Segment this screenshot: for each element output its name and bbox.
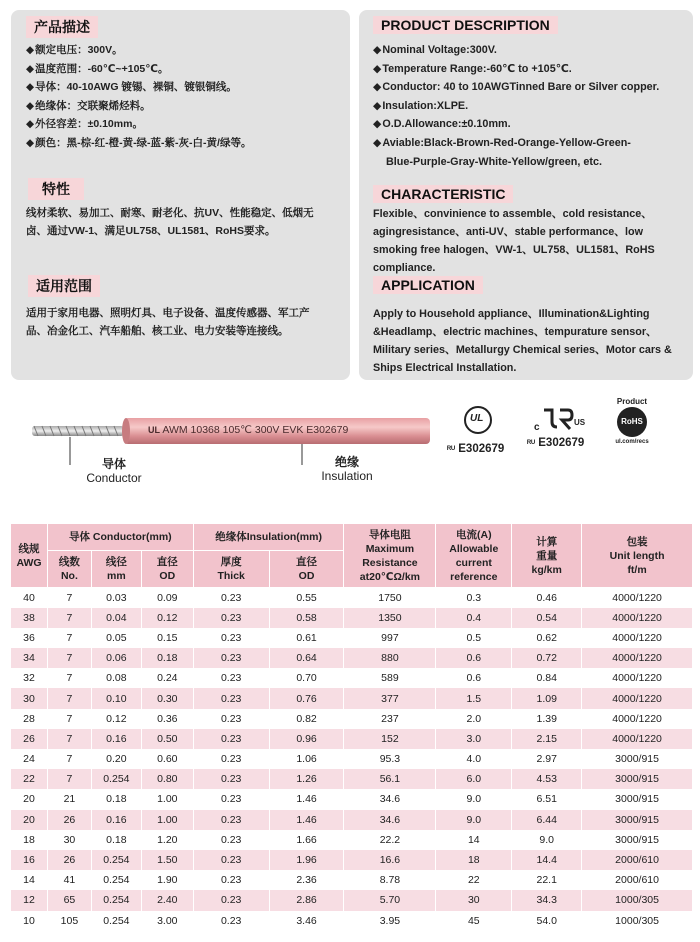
table-cell: 16 [11, 850, 48, 870]
zh-spec-item: ◆ 导体：40-10AWG 镀锡、裸铜、镀银铜线。 [26, 78, 251, 97]
ul-file-1-text: E302679 [458, 443, 505, 455]
table-cell: 12 [11, 890, 48, 910]
table-cell: 54.0 [512, 911, 582, 931]
table-cell: 2.36 [269, 870, 344, 890]
table-cell: 18 [436, 850, 512, 870]
table-body [11, 588, 693, 931]
ur-mark-icon: ᴿᵁ [447, 444, 456, 454]
table-cell: 0.23 [193, 870, 269, 890]
table-row [11, 810, 693, 830]
table-cell: 0.64 [269, 648, 344, 668]
table-row [11, 911, 693, 931]
table-cell: 105 [47, 911, 91, 931]
table-cell: 0.96 [269, 729, 344, 749]
table-row [11, 588, 693, 608]
en-spec-item: ◆ Aviable:Black-Brown-Red-Orange-Yellow-Green- [373, 134, 659, 153]
table-cell: 0.16 [91, 810, 141, 830]
table-cell: 0.23 [193, 850, 269, 870]
table-row [11, 749, 693, 769]
table-cell: 4.0 [436, 749, 512, 769]
table-cell: 0.12 [91, 709, 141, 729]
en-spec-item: ◆ Temperature Range:-60℃ to +105℃. [373, 60, 659, 79]
table-cell: 0.70 [269, 668, 344, 688]
table-cell: 0.23 [193, 749, 269, 769]
table-row [11, 870, 693, 890]
table-cell: 0.04 [91, 608, 141, 628]
table-cell: 95.3 [344, 749, 436, 769]
table-cell: 0.18 [91, 830, 141, 850]
table-cell: 0.23 [193, 911, 269, 931]
col-awg-header: 线规 AWG [11, 524, 48, 588]
insulation-label [312, 455, 382, 483]
table-cell: 880 [344, 648, 436, 668]
table-cell: 0.08 [91, 668, 141, 688]
table-cell: 22 [11, 769, 48, 789]
table-cell: 0.23 [193, 608, 269, 628]
col-ins-od-header: 直径 OD [269, 551, 344, 588]
table-cell: 4000/1220 [582, 608, 693, 628]
table-cell: 1.00 [141, 789, 193, 809]
table-cell: 34 [11, 648, 48, 668]
table-cell: 0.15 [141, 628, 193, 648]
table-cell: 1.50 [141, 850, 193, 870]
table-cell: 3.95 [344, 911, 436, 931]
table-cell: 34.6 [344, 789, 436, 809]
table-cell: 0.254 [91, 911, 141, 931]
ur-recognized-icon [540, 406, 576, 432]
specification-table [10, 523, 693, 931]
table-cell: 14.4 [512, 850, 582, 870]
table-cell: 0.18 [141, 648, 193, 668]
zh-spec-item: ◆ 温度范围：-60℃~+105℃。 [26, 60, 251, 79]
rohs-badge-title: Product [616, 397, 648, 406]
table-cell: 0.54 [512, 608, 582, 628]
ur-us-mark: US [574, 418, 586, 427]
table-cell: 1.00 [141, 810, 193, 830]
table-cell: 4000/1220 [582, 648, 693, 668]
table-cell: 0.76 [269, 688, 344, 708]
table-cell: 1.46 [269, 789, 344, 809]
conductor-label-zh: 导体 [101, 457, 126, 471]
table-cell: 1.66 [269, 830, 344, 850]
table-cell: 0.254 [91, 870, 141, 890]
ul-file-number-1 [447, 443, 504, 455]
table-cell: 0.36 [141, 709, 193, 729]
table-cell: 0.72 [512, 648, 582, 668]
en-spec-item: ◆ Conductor: 40 to 10AWGTinned Bare or Silver copper. [373, 78, 659, 97]
en-spec-item: ◆ O.D.Allowance:±0.10mm. [373, 115, 659, 134]
en-spec-item: ◆ Insulation:XLPE. [373, 97, 659, 116]
table-cell: 3000/915 [582, 810, 693, 830]
table-cell: 5.70 [344, 890, 436, 910]
table-cell: 0.18 [91, 789, 141, 809]
zh-characteristic-text: 线材柔软、易加工、耐寒、耐老化、抗UV、性能稳定、低烟无卤、通过VW-1、满足UL758、UL1581、RoHS要求。 [26, 207, 314, 237]
en-characteristic-title: CHARACTERISTIC [373, 185, 513, 203]
table-cell: 4.53 [512, 769, 582, 789]
col-insulation-header: 绝缘体Insulation(mm) [193, 524, 344, 551]
table-row [11, 648, 693, 668]
table-cell: 0.06 [91, 648, 141, 668]
table-cell: 10 [11, 911, 48, 931]
table-cell: 7 [47, 749, 91, 769]
zh-spec-item: ◆ 绝缘体：交联聚烯烃料。 [26, 97, 251, 116]
cable-marking: AWM 10368 105℃ 300V EVK E302679 [162, 424, 349, 436]
table-cell: 20 [11, 810, 48, 830]
col-pack-header: 包装 Unit length ft/m [582, 524, 693, 588]
table-cell: 2.40 [141, 890, 193, 910]
table-cell: 3.00 [141, 911, 193, 931]
col-strands-header: 线数 No. [47, 551, 91, 588]
table-cell: 237 [344, 709, 436, 729]
table-cell: 0.254 [91, 769, 141, 789]
table-cell: 0.23 [193, 769, 269, 789]
table-cell: 0.20 [91, 749, 141, 769]
table-cell: 7 [47, 769, 91, 789]
table-cell: 7 [47, 668, 91, 688]
table-cell: 30 [47, 830, 91, 850]
jacket-end [122, 418, 130, 444]
table-row [11, 709, 693, 729]
conductor-label-en: Conductor [86, 471, 142, 485]
table-cell: 7 [47, 608, 91, 628]
en-product-title: PRODUCT DESCRIPTION [373, 16, 558, 34]
table-cell: 26 [47, 810, 91, 830]
table-cell: 6.0 [436, 769, 512, 789]
en-spec-list [373, 41, 659, 171]
table-cell: 0.50 [141, 729, 193, 749]
table-cell: 0.62 [512, 628, 582, 648]
table-cell: 3000/915 [582, 789, 693, 809]
table-cell: 22.2 [344, 830, 436, 850]
table-cell: 0.23 [193, 628, 269, 648]
table-cell: 14 [436, 830, 512, 850]
table-cell: 34.3 [512, 890, 582, 910]
table-row [11, 769, 693, 789]
table-cell: 38 [11, 608, 48, 628]
table-cell: 1.26 [269, 769, 344, 789]
table-cell: 0.23 [193, 810, 269, 830]
col-thick-header: 厚度 Thick [193, 551, 269, 588]
table-cell: 0.23 [193, 830, 269, 850]
table-cell: 28 [11, 709, 48, 729]
table-cell: 7 [47, 648, 91, 668]
table-cell: 0.23 [193, 688, 269, 708]
table-cell: 0.55 [269, 588, 344, 608]
table-cell: 7 [47, 729, 91, 749]
table-cell: 4000/1220 [582, 688, 693, 708]
table-cell: 0.61 [269, 628, 344, 648]
table-cell: 8.78 [344, 870, 436, 890]
table-row [11, 668, 693, 688]
table-cell: 0.6 [436, 668, 512, 688]
table-cell: 0.84 [512, 668, 582, 688]
insulation-label-zh: 绝缘 [334, 455, 359, 469]
table-cell: 21 [47, 789, 91, 809]
en-application-text: Apply to Household appliance、Illumination&Lighting &Headlamp、electric machines、tempurature sensor、Military series、Metallurgy Chemical series、Motor cars & Ships Electrical Installation. [373, 308, 672, 374]
table-row [11, 729, 693, 749]
table-cell: 36 [11, 628, 48, 648]
ul-listed-text: UL [470, 413, 484, 424]
table-cell: 24 [11, 749, 48, 769]
table-cell: 997 [344, 628, 436, 648]
table-cell: 1.09 [512, 688, 582, 708]
col-wire-dia-header: 线径 mm [91, 551, 141, 588]
table-cell: 41 [47, 870, 91, 890]
table-cell: 377 [344, 688, 436, 708]
table-row [11, 890, 693, 910]
table-cell: 0.23 [193, 789, 269, 809]
table-cell: 14 [11, 870, 48, 890]
table-cell: 6.51 [512, 789, 582, 809]
table-cell: 3.0 [436, 729, 512, 749]
table-cell: 1.39 [512, 709, 582, 729]
zh-application-title: 适用范围 [28, 275, 100, 297]
col-current-header: 电流(A) Allowable current reference [436, 524, 512, 588]
table-cell: 0.12 [141, 608, 193, 628]
table-cell: 3000/915 [582, 749, 693, 769]
table-cell: 7 [47, 628, 91, 648]
table-cell: 22.1 [512, 870, 582, 890]
table-cell: 0.16 [91, 729, 141, 749]
table-cell: 0.30 [141, 688, 193, 708]
zh-spec-item: ◆ 外径容差：±0.10mm。 [26, 115, 251, 134]
col-cond-od-header: 直径 OD [141, 551, 193, 588]
zh-spec-item: ◆ 颜色：黑-棕-红-橙-黄-绿-蓝-紫-灰-白-黄/绿等。 [26, 134, 251, 153]
table-cell: 1350 [344, 608, 436, 628]
col-weight-header: 计算 重量 kg/km [512, 524, 582, 588]
cable-print-text [148, 424, 348, 436]
table-cell: 0.254 [91, 890, 141, 910]
table-cell: 589 [344, 668, 436, 688]
table-cell: 2.86 [269, 890, 344, 910]
ul-site-text: ul.com/recs [615, 439, 649, 445]
table-cell: 3000/915 [582, 830, 693, 850]
table-row [11, 850, 693, 870]
en-spec-item: ◆ Nominal Voltage:300V. [373, 41, 659, 60]
zh-spec-list [26, 41, 251, 152]
ul-mark-icon: UL [148, 425, 160, 435]
table-cell: 4000/1220 [582, 709, 693, 729]
table-cell: 0.3 [436, 588, 512, 608]
table-cell: 1000/305 [582, 890, 693, 910]
table-cell: 2.97 [512, 749, 582, 769]
table-cell: 65 [47, 890, 91, 910]
table-cell: 9.0 [512, 830, 582, 850]
conductor-label [84, 457, 144, 485]
table-cell: 1.90 [141, 870, 193, 890]
table-row [11, 628, 693, 648]
table-cell: 0.23 [193, 709, 269, 729]
table-cell: 6.44 [512, 810, 582, 830]
table-cell: 0.09 [141, 588, 193, 608]
table-cell: 9.0 [436, 810, 512, 830]
table-cell: 40 [11, 588, 48, 608]
table-row [11, 688, 693, 708]
table-cell: 3000/915 [582, 769, 693, 789]
table-cell: 2000/610 [582, 870, 693, 890]
rohs-circle-icon [617, 407, 647, 437]
table-cell: 0.23 [193, 729, 269, 749]
table-cell: 30 [436, 890, 512, 910]
table-cell: 1.96 [269, 850, 344, 870]
table-cell: 0.60 [141, 749, 193, 769]
rohs-text: RoHS [621, 417, 643, 426]
table-cell: 1750 [344, 588, 436, 608]
zh-application-text: 适用于家用电器、照明灯具、电子设备、温度传感器、军工产品、冶金化工、汽车船舶、核工业、电力安装等连接线。 [26, 307, 310, 337]
table-cell: 30 [11, 688, 48, 708]
table-cell: 1.5 [436, 688, 512, 708]
table-cell: 26 [11, 729, 48, 749]
table-cell: 4000/1220 [582, 628, 693, 648]
table-cell: 152 [344, 729, 436, 749]
insulation-label-en: Insulation [321, 469, 373, 483]
table-cell: 7 [47, 688, 91, 708]
ul-file-number-2 [527, 437, 584, 449]
table-cell: 45 [436, 911, 512, 931]
table-cell: 0.5 [436, 628, 512, 648]
table-cell: 22 [436, 870, 512, 890]
table-cell: 2000/610 [582, 850, 693, 870]
table-cell: 34.6 [344, 810, 436, 830]
table-cell: 1.20 [141, 830, 193, 850]
table-cell: 7 [47, 709, 91, 729]
table-cell: 0.58 [269, 608, 344, 628]
table-cell: 56.1 [344, 769, 436, 789]
table-cell: 0.23 [193, 890, 269, 910]
zh-spec-item: ◆ 额定电压：300V。 [26, 41, 251, 60]
table-row [11, 608, 693, 628]
rohs-badge [612, 397, 652, 445]
table-cell: 4000/1220 [582, 668, 693, 688]
ul-file-2-text: E302679 [538, 437, 585, 449]
zh-characteristic-title: 特性 [28, 178, 84, 200]
en-characteristic-text: Flexible、convinience to assemble、cold resistance、agingresistance、anti-UV、stable performance、low smoking free halogen、VW-1、UL758、UL1581、RoHS compliance. [373, 208, 655, 274]
table-cell: 9.0 [436, 789, 512, 809]
ur-mark-icon-2: ᴿᵁ [527, 438, 536, 448]
table-cell: 0.254 [91, 850, 141, 870]
table-cell: 4000/1220 [582, 588, 693, 608]
table-cell: 0.23 [193, 668, 269, 688]
col-conductor-header: 导体 Conductor(mm) [47, 524, 193, 551]
table-cell: 16.6 [344, 850, 436, 870]
table-cell: 0.6 [436, 648, 512, 668]
table-cell: 18 [11, 830, 48, 850]
table-cell: 1.46 [269, 810, 344, 830]
table-cell: 32 [11, 668, 48, 688]
table-row [11, 830, 693, 850]
table-row [11, 789, 693, 809]
table-cell: 20 [11, 789, 48, 809]
table-cell: 2.15 [512, 729, 582, 749]
table-cell: 0.4 [436, 608, 512, 628]
table-cell: 26 [47, 850, 91, 870]
table-cell: 7 [47, 588, 91, 608]
en-application-title: APPLICATION [373, 276, 483, 294]
table-cell: 0.10 [91, 688, 141, 708]
table-cell: 1.06 [269, 749, 344, 769]
table-cell: 0.03 [91, 588, 141, 608]
table-cell: 0.05 [91, 628, 141, 648]
table-cell: 0.24 [141, 668, 193, 688]
zh-product-title: 产品描述 [26, 16, 98, 38]
table-cell: 0.23 [193, 648, 269, 668]
en-spec-item-continued: Blue-Purple-Gray-White-Yellow/green, etc. [386, 155, 602, 168]
table-cell: 4000/1220 [582, 729, 693, 749]
table-cell: 1000/305 [582, 911, 693, 931]
col-resistance-header: 导体电阻 Maximum Resistance at20℃Ω/km [344, 524, 436, 588]
table-cell: 0.82 [269, 709, 344, 729]
ur-c-mark: c [534, 422, 540, 433]
table-cell: 0.23 [193, 588, 269, 608]
table-cell: 2.0 [436, 709, 512, 729]
table-cell: 0.80 [141, 769, 193, 789]
table-cell: 3.46 [269, 911, 344, 931]
table-cell: 0.46 [512, 588, 582, 608]
